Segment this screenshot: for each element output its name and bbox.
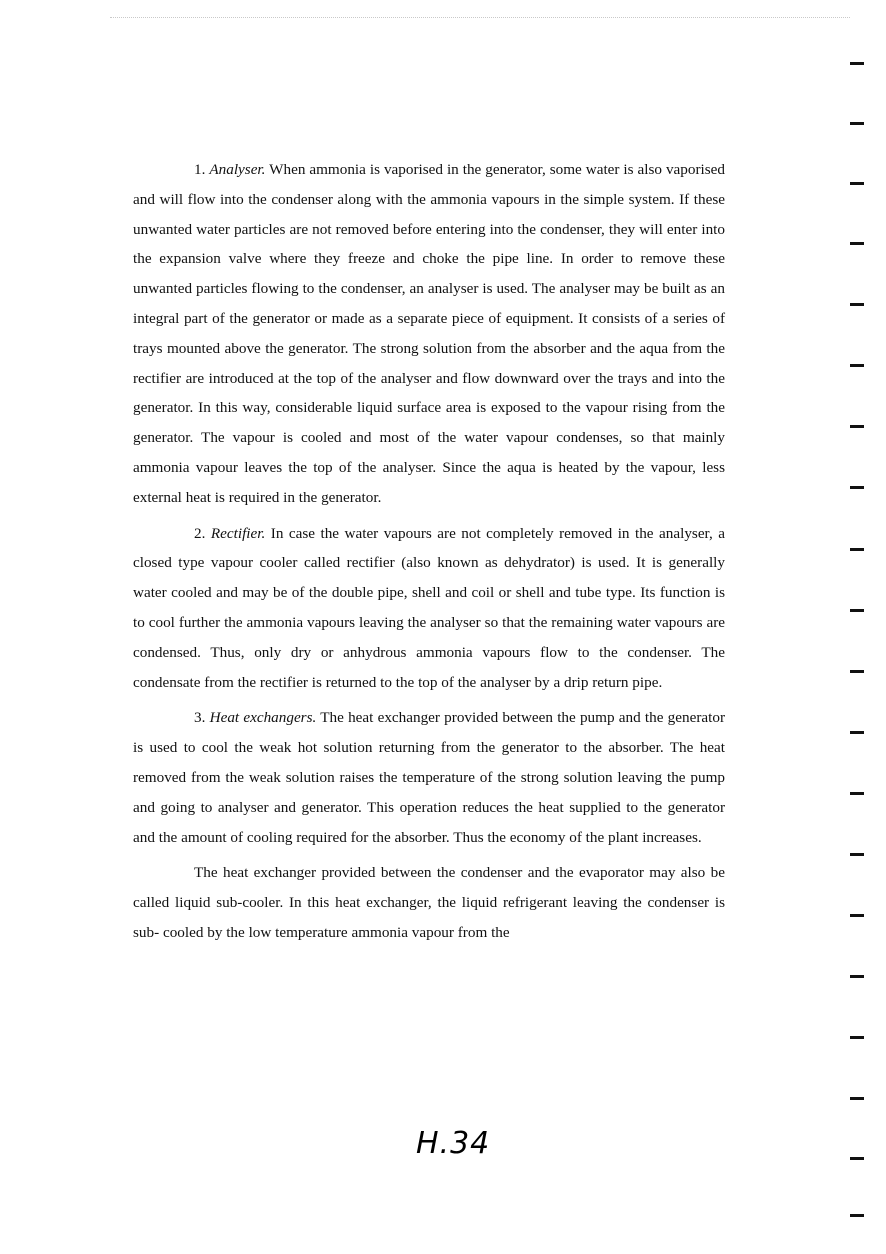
margin-mark [850, 1214, 864, 1217]
page-number: H.34 [416, 1126, 491, 1161]
margin-mark [850, 1036, 864, 1039]
margin-mark [850, 792, 864, 795]
margin-mark [850, 731, 864, 734]
paragraph-text: The heat exchanger provided between the condenser and the evaporator may also be called liquid sub-cooler. In this heat exchanger, the liquid refrigerant leaving the condenser is sub- cooled by the low temperature ammonia vapour from the [133, 864, 725, 941]
margin-mark [850, 425, 864, 428]
margin-mark [850, 609, 864, 612]
margin-mark [850, 182, 864, 185]
margin-mark [850, 486, 864, 489]
paragraph-heat-exchangers [133, 703, 725, 852]
margin-mark [850, 303, 864, 306]
paragraph-text: In case the water vapours are not completely removed in the analyser, a closed type vapour cooler called rectifier (also known as dehydrator) is used. It is generally water cooled and may be of the double pipe, shell and coil or shell and tube type. Its function is to cool further the ammonia vapours leaving the analyser so that the remaining water vapours are condensed. Thus, only dry or anhydrous ammonia vapours flow to the condenser. The condensate from the rectifier is returned to the top of the analyser by a drip return pipe. [133, 524, 726, 691]
scan-edge-noise [110, 17, 850, 18]
paragraph-analyser [133, 155, 725, 513]
margin-mark [850, 1097, 864, 1100]
margin-mark [850, 62, 864, 65]
paragraph-liquid-sub-cooler [133, 858, 725, 947]
paragraph-heading: Heat exchangers. [209, 709, 317, 727]
margin-mark [850, 548, 864, 551]
margin-mark [850, 364, 864, 367]
margin-mark [850, 242, 864, 245]
paragraph-heading: Analyser. [209, 161, 266, 178]
paragraph-number: 1. [194, 161, 206, 178]
margin-mark [850, 670, 864, 673]
page-body [133, 155, 725, 948]
margin-mark [850, 914, 864, 917]
paragraph-text: When ammonia is vaporised in the generator, some water is also vaporised and will flow into the condenser along with the ammonia vapours in the simple system. If these unwanted water particles are not removed before entering into the condenser, they will enter into the expansion valve where they freeze and choke the pipe line. In order to remove these unwanted particles flowing to the condenser, an analyser is used. The analyser may be built as an integral part of the generator or made as a separate piece of equipment. It consists of a series of trays mounted above the generator. The strong solution from the absorber and the aqua from the rectifier are introduced at the top of the analyser and flow downward over the trays and into the generator. In this way, considerable liquid surface area is exposed to the vapour rising from the generator. The vapour is cooled and most of the water vapour condenses, so that mainly ammonia vapour leaves the top of the analyser. Since the aqua is heated by the vapour, less external heat is required in the generator. [133, 161, 725, 506]
margin-mark [850, 853, 864, 856]
margin-mark [850, 975, 864, 978]
paragraph-text: The heat exchanger provided between the pump and the generator is used to cool the weak hot solution returning from the generator to the absorber. The heat removed from the weak solution raises the temperature of the strong solution leaving the pump and going to analyser and generator. This operation reduces the heat supplied to the generator and the amount of cooling required for the absorber. Thus the economy of the plant increases. [133, 709, 726, 846]
paragraph-number: 2. [194, 524, 206, 542]
paragraph-number: 3. [194, 709, 206, 727]
paragraph-rectifier [133, 519, 725, 698]
margin-mark [850, 122, 864, 125]
margin-mark [850, 1157, 864, 1160]
paragraph-heading: Rectifier. [210, 524, 266, 542]
